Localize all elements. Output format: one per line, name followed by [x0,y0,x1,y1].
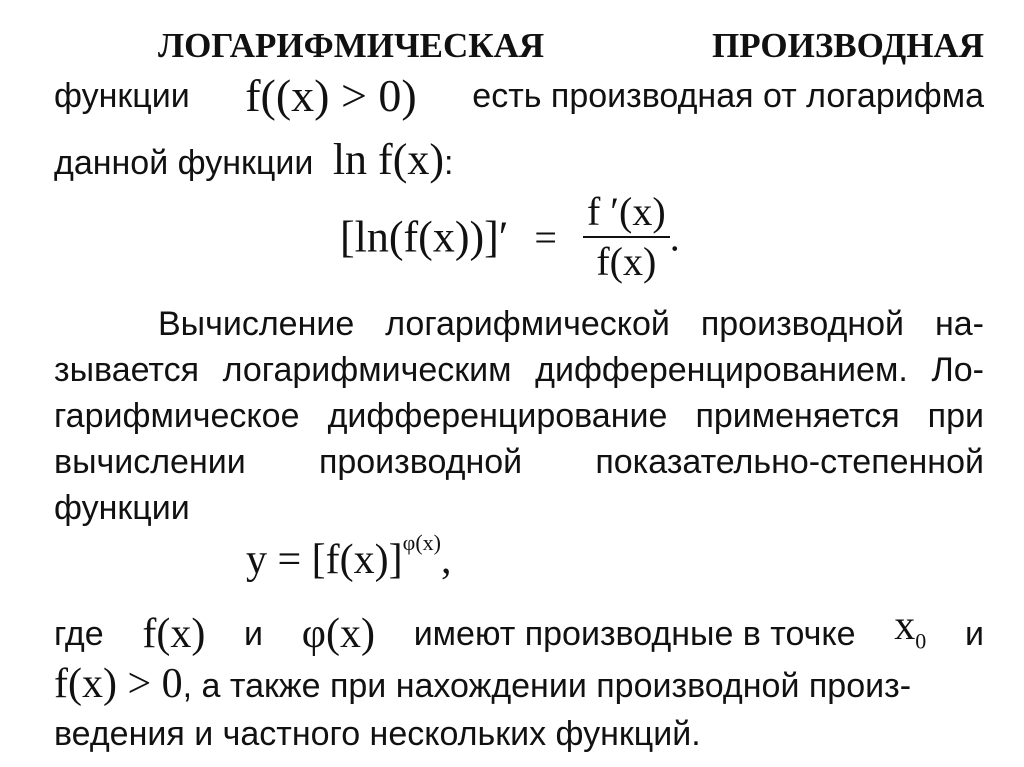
p2-line-2: зывается логарифмическим дифференцированием. Ло- [54,351,984,389]
p2-word-1: Вычисление [158,305,355,343]
p3-line-1 [54,603,984,661]
formula-log-derivative [340,188,680,286]
p1-text-functions: функции [54,77,190,115]
p2-line4-word-1: вычислении [54,443,246,481]
p1-formula-f-positive: f((x) > 0) [245,70,417,121]
p3-text-also: , а также при нахождении производной произ- [182,667,912,705]
p2-line-4 [54,442,984,482]
p3-text-have-derivatives: имеют производные в точке [413,614,856,653]
p3-x0-sub: 0 [915,628,927,654]
p3-formula-f-positive: f(x) > 0 [54,661,183,707]
p3-formula-phi-x: φ(x) [301,610,375,657]
formula1-period: . [669,214,680,260]
p3-line-3: ведения и частного нескольких функций. [54,715,701,753]
p3-word-and: и [244,614,264,653]
heading [158,26,984,66]
heading-word-2: ПРОИЗВОДНАЯ [711,26,984,65]
formula1-equals: = [534,214,557,260]
formula1-lhs: [ln(f(x))]′ [340,212,509,262]
p2-word-4: на- [934,305,984,343]
p3-x0-base: x [894,603,916,649]
p1-colon: : [444,144,454,182]
formula-power-exponential [246,530,452,584]
formula1-fraction [583,188,670,286]
formula2-comma: , [440,537,452,583]
p3-word-and-2: и [964,614,984,653]
p2-line-5: функции [54,489,190,527]
p1-line-1 [54,70,984,121]
p3-line-2 [54,661,984,707]
p2-word-2: логарифмической [385,305,670,343]
formula1-numerator: f ′(x) [583,188,670,238]
p1-formula-ln-f: ln f(x) [332,135,444,184]
p1-text-given-function: данной функции [54,144,314,182]
p1-line-2 [54,135,984,184]
p2-line4-word-3: показательно-степенной [595,443,984,481]
formula2-base: y = [f(x)] [246,537,403,583]
formula1-denominator: f(x) [596,239,657,284]
p2-line-1 [158,304,984,344]
p3-formula-f-x: f(x) [142,610,206,657]
p2-line4-word-2: производной [318,443,523,481]
p3-formula-x0 [894,603,927,661]
heading-word-1: ЛОГАРИФМИЧЕСКАЯ [158,26,545,65]
p2-line-3: гарифмическое дифференцирование применяется при [54,397,984,435]
p1-text-derivative-of-log: есть производная от логарифма [472,77,984,115]
formula2-exponent: φ(x) [402,530,441,555]
p3-word-where: где [54,614,104,653]
p2-word-3: производной [700,305,905,343]
